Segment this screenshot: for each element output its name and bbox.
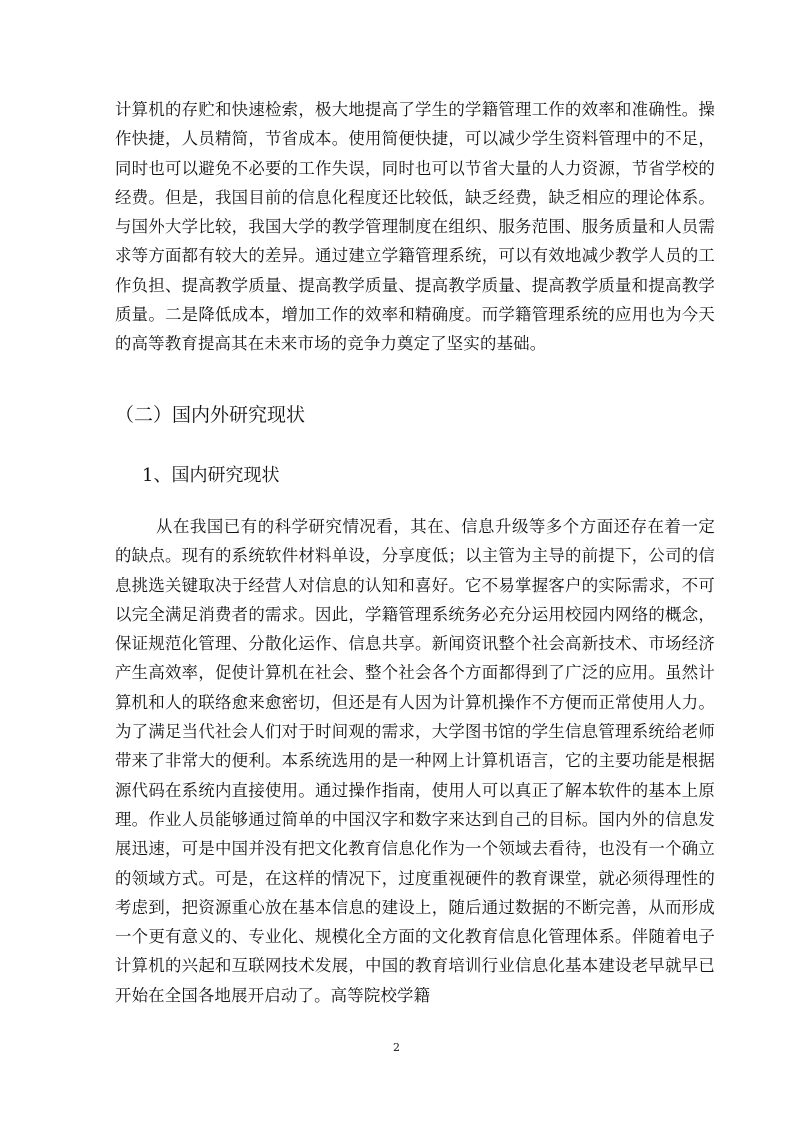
subsection-heading: 1、国内研究现状 xyxy=(142,465,280,486)
section-heading: （二）国内外研究现状 xyxy=(115,404,306,426)
page-number: 2 xyxy=(393,1041,400,1054)
body-paragraph: 从在我国已有的科学研究情况看，其在、信息升级等多个方面还存在着一定的缺点。现有的系统软件材料单设，分享度低；以主管为主导的前提下，公司的信息挑选关键取决于经营人对信息的认知和喜好。它不易掌握客户的实际需求，不可以完全满足消费者的需求。因此，学籍管理系统务必充分运用校园内网络的概念，保证规范化管理、分散化运作、信息共享。新闻资讯整个社会高新技术、市场经济产生高效率，促使计算机在社会、整个社会各个方面都得到了广泛的应用。虽然计算机和人的联络愈来愈密切，但还是有人因为计算机操作不方便而正常使用人力。为了满足当代社会人们对于时间观的需求，大学图书馆的学生信息管理系统给老师带来了非常大的便利。本系统选用的是一种网上计算机语言，它的主要功能是根据源代码在系统内直接使用。通过操作指南，使用人可以真正了解本软件的基本上原理。作业人员能够通过简单的中国汉字和数字来达到自己的目标。国内外的信息发展迅速，可是中国并没有把文化教育信息化作为一个领域去看待，也没有一个确立的领域方式。可是，在这样的情况下，过度重视硬件的教育课堂，就必须得理性的考虑到，把资源重心放在基本信息的建设上，随后通过数据的不断完善，从而形成一个更有意义的、专业化、规模化全方面的文化教育信息化管理体系。伴随着电子计算机的兴起和互联网技术发展，中国的教育培训行业信息化基本建设老早就早已开始在全国各地展开启动了。高等院校学籍 xyxy=(115,517,715,1005)
body-paragraph: 计算机的存贮和快速检索，极大地提高了学生的学籍管理工作的效率和准确性。操作快捷，人员精简，节省成本。使用简便快捷，可以减少学生资料管理中的不足，同时也可以避免不必要的工作失误，同时也可以节省大量的人力资源，节省学校的经费。但是，我国目前的信息化程度还比较低，缺乏经费，缺乏相应的理论体系。与国外大学比较，我国大学的教学管理制度在组织、服务范围、服务质量和人员需求等方面都有较大的差异。通过建立学籍管理系统，可以有效地减少教学人员的工作负担、提高教学质量、提高教学质量、提高教学质量、提高教学质量和提高教学质量。二是降低成本，增加工作的效率和精确度。而学籍管理系统的应用也为今天的高等教育提高其在未来市场的竞争力奠定了坚实的基础。 xyxy=(115,100,715,354)
